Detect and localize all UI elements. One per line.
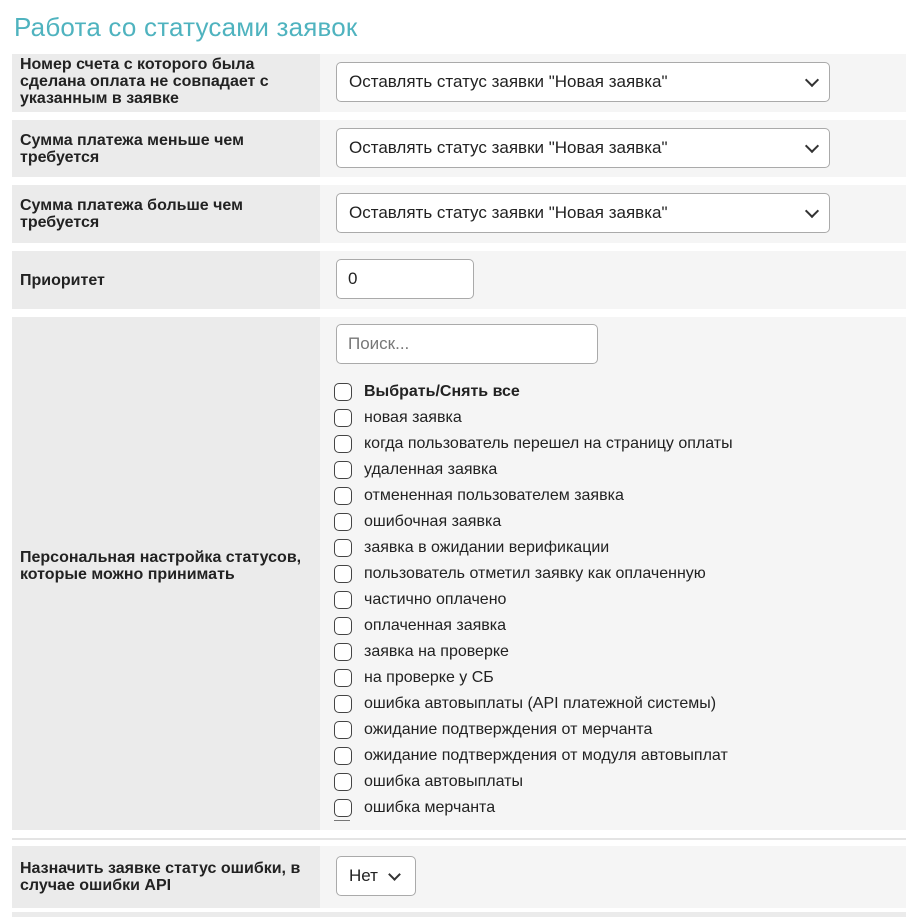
select-all-checkbox[interactable] [334, 383, 352, 401]
api-error-select-value: Нет [349, 866, 378, 885]
status-checkbox-row[interactable] [334, 691, 716, 717]
status-checkbox-label: ошибочная заявка [364, 513, 502, 530]
row-amount-less [12, 120, 906, 177]
status-checkbox-label: ожидание подтверждения от мерчанта [364, 721, 653, 738]
status-checkbox[interactable] [334, 487, 352, 505]
status-checkbox[interactable] [334, 747, 352, 765]
status-checkbox-row[interactable] [334, 405, 462, 431]
status-checkbox-row[interactable] [334, 613, 506, 639]
status-checkbox-label: когда пользователь перешел на страницу оплаты [364, 435, 733, 452]
status-checkbox-row[interactable] [334, 431, 733, 457]
status-checkbox-row[interactable] [334, 509, 501, 535]
status-checkbox-label: ожидание подтверждения от модуля автовыплат [364, 747, 728, 764]
status-checkbox[interactable] [334, 773, 352, 791]
status-checkbox-row[interactable] [334, 457, 497, 483]
chevron-down-icon [388, 868, 401, 881]
invoice-mismatch-select[interactable] [336, 62, 830, 102]
status-checkbox[interactable] [334, 721, 352, 739]
priority-label: Приоритет [12, 251, 320, 309]
status-checkbox-label: новая заявка [364, 409, 462, 426]
select-all-label: Выбрать/Снять все [364, 383, 520, 400]
divider [12, 838, 906, 840]
api-error-label: Назначить заявке статус ошибки, в случае ошибки API [12, 846, 320, 908]
status-checkbox-label: частично оплачено [364, 591, 507, 608]
status-checkbox-row[interactable] [334, 639, 509, 665]
page-title: Работа со статусами заявок [14, 12, 358, 42]
status-search-placeholder: Поиск... [348, 334, 410, 353]
row-priority [12, 251, 906, 309]
status-checkbox-label: оплаченная заявка [364, 617, 507, 634]
amount-less-cell [320, 120, 906, 177]
status-checkbox-label: ошибка мерчанта [364, 799, 496, 816]
status-checkbox-row[interactable] [334, 587, 506, 613]
amount-more-select[interactable] [336, 193, 830, 233]
status-checkbox-label: отмененная пользователем заявка [364, 487, 624, 504]
status-checkbox-row[interactable] [334, 743, 728, 769]
row-amount-more [12, 185, 906, 243]
amount-more-label: Сумма платежа больше чем требуется [12, 185, 320, 243]
status-checkbox-label: заявка на проверке [364, 643, 509, 660]
status-checkbox[interactable] [334, 669, 352, 687]
status-checkbox[interactable] [334, 539, 352, 557]
chevron-down-icon [805, 139, 819, 153]
status-checkbox-row[interactable] [334, 535, 609, 561]
status-checkbox-row[interactable] [334, 483, 624, 509]
priority-input-value: 0 [348, 269, 358, 288]
row-invoice-mismatch [12, 54, 906, 112]
api-error-select[interactable] [336, 856, 416, 896]
amount-more-select-value: Оставлять статус заявки "Новая заявка" [349, 203, 668, 222]
status-checkbox[interactable] [334, 435, 352, 453]
priority-input[interactable] [336, 259, 474, 299]
amount-less-select-value: Оставлять статус заявки "Новая заявка" [349, 138, 668, 157]
status-checkbox-label: пользователь отметил заявку как оплаченную [364, 565, 706, 582]
status-checkbox-label: удаленная заявка [364, 461, 498, 478]
status-checkbox-label: ошибка автовыплаты [364, 773, 523, 790]
amount-less-label: Сумма платежа меньше чем требуется [12, 120, 320, 177]
priority-cell [320, 251, 906, 309]
amount-more-cell [320, 185, 906, 243]
status-checkbox-label: ошибка автовыплаты (API платежной системы) [364, 695, 717, 712]
status-checkbox-label: заявка в ожидании верификации [364, 539, 610, 556]
status-checkbox-row[interactable] [334, 769, 523, 795]
status-checkbox-row[interactable] [334, 717, 652, 743]
status-checkbox-row[interactable] [334, 665, 494, 691]
select-all-checkbox-row[interactable] [334, 379, 520, 405]
invoice-mismatch-cell [320, 54, 906, 112]
api-error-cell [320, 846, 906, 908]
personal-statuses-cell [320, 317, 906, 830]
amount-less-select[interactable] [336, 128, 830, 168]
chevron-down-icon [805, 204, 819, 218]
status-checkbox[interactable] [334, 643, 352, 661]
invoice-mismatch-label: Номер счета с которого была сделана оплата не совпадает с указанным в заявке [12, 54, 320, 112]
scroll-cut-indicator [334, 820, 350, 824]
status-checkbox[interactable] [334, 695, 352, 713]
chevron-down-icon [805, 73, 819, 87]
status-checkbox-label: на проверке у СБ [364, 669, 494, 686]
invoice-mismatch-select-value: Оставлять статус заявки "Новая заявка" [349, 72, 668, 91]
status-checkbox[interactable] [334, 409, 352, 427]
status-checkbox[interactable] [334, 513, 352, 531]
status-checkbox[interactable] [334, 799, 352, 817]
status-checkbox[interactable] [334, 617, 352, 635]
status-checkbox-row[interactable] [334, 561, 706, 587]
divider [12, 912, 906, 917]
row-api-error [12, 846, 906, 908]
status-checkbox-row[interactable] [334, 795, 495, 821]
status-checkbox[interactable] [334, 591, 352, 609]
status-search-input[interactable] [336, 324, 598, 364]
row-personal-statuses [12, 317, 906, 830]
personal-statuses-label: Персональная настройка статусов, которые можно принимать [12, 317, 320, 830]
status-checkbox[interactable] [334, 565, 352, 583]
status-checkbox[interactable] [334, 461, 352, 479]
